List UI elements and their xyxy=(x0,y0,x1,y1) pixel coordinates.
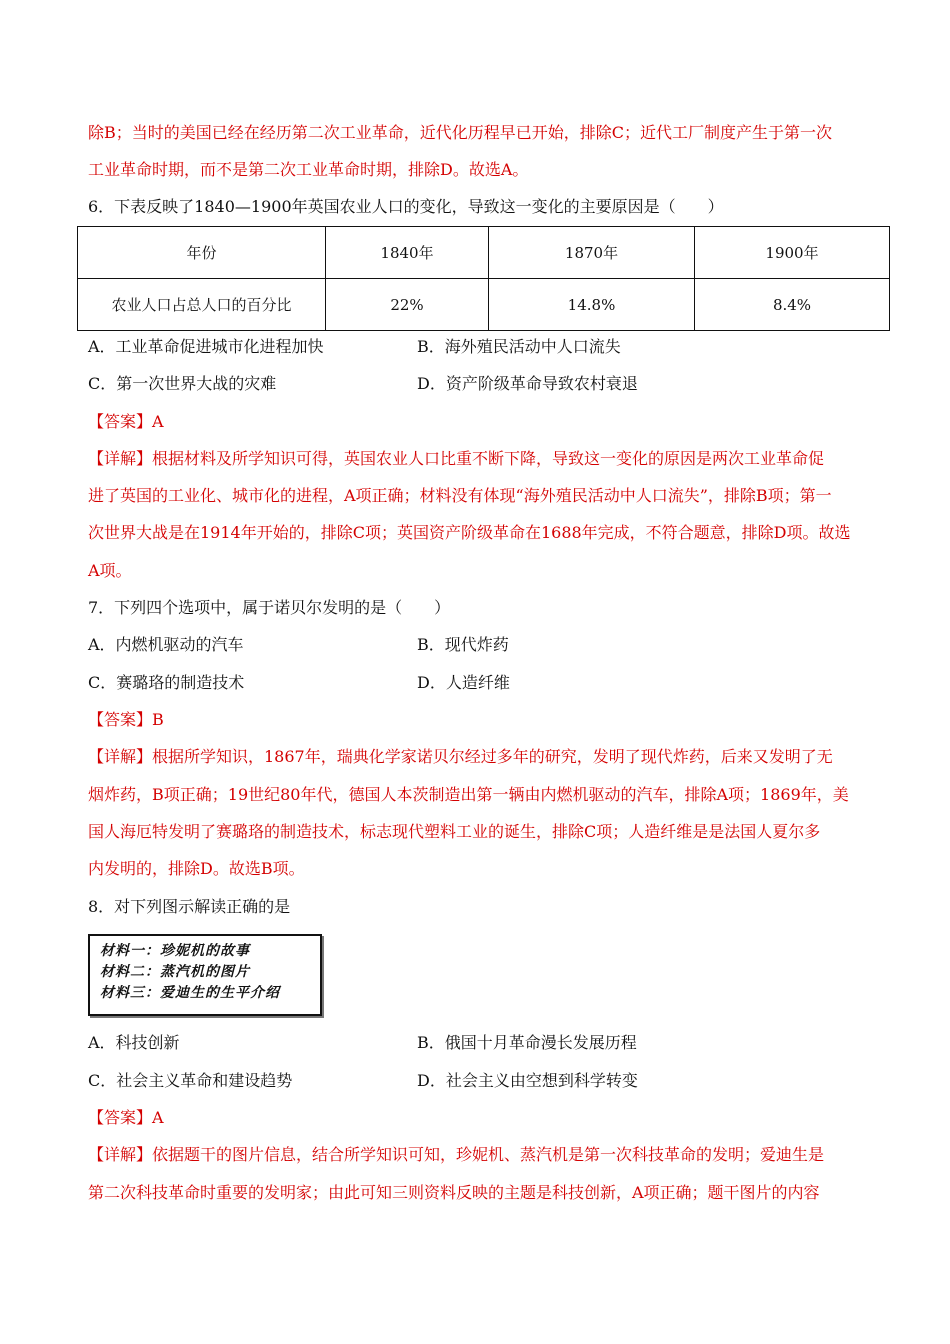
q6-data-table xyxy=(77,226,890,331)
q7-answer: 【答案】B xyxy=(88,710,164,729)
q8-option-d: D．社会主义由空想到科学转变 xyxy=(417,1071,638,1090)
q6-option-a: A．工业革命促进城市化进程加快 xyxy=(88,337,324,356)
q7-option-d: D．人造纤维 xyxy=(417,673,510,692)
q6-stem: 6．下表反映了1840—1900年英国农业人口的变化，导致这一变化的主要原因是（ ） xyxy=(88,197,724,216)
material-2: 材料二：蒸汽机的图片 xyxy=(100,964,250,980)
q8-option-b: B．俄国十月革命漫长发展历程 xyxy=(417,1033,637,1052)
q6-option-c: C．第一次世界大战的灾难 xyxy=(88,374,277,393)
q6-answer: 【答案】A xyxy=(88,412,164,431)
q7-detail-line-4: 内发明的，排除D。故选B项。 xyxy=(88,859,305,878)
table-cell: 8.4% xyxy=(695,279,890,331)
q7-detail-line-1: 【详解】根据所学知识，1867年，瑞典化学家诺贝尔经过多年的研究，发明了现代炸药，后来又发明了无 xyxy=(88,747,833,766)
q6-detail-line-3: 次世界大战是在1914年开始的，排除C项；英国资产阶级革命在1688年完成，不符合题意，排除D项。故选 xyxy=(88,523,851,542)
table-cell: 14.8% xyxy=(489,279,695,331)
material-3: 材料三：爱迪生的生平介绍 xyxy=(100,985,280,1001)
q7-option-a: A．内燃机驱动的汽车 xyxy=(88,635,244,654)
q6-detail-line-4: A项。 xyxy=(88,561,132,580)
q8-option-c: C．社会主义革命和建设趋势 xyxy=(88,1071,293,1090)
q6-detail-line-1: 【详解】根据材料及所学知识可得，英国农业人口比重不断下降，导致这一变化的原因是两次工业革命促 xyxy=(88,449,825,468)
q8-option-a: A．科技创新 xyxy=(88,1033,180,1052)
table-cell: 年份 xyxy=(78,227,326,279)
table-row xyxy=(78,279,890,331)
q7-stem: 7．下列四个选项中，属于诺贝尔发明的是（ ） xyxy=(88,598,451,617)
q8-materials-box xyxy=(88,934,322,1016)
q7-detail-line-3: 国人海厄特发明了赛璐珞的制造技术，标志现代塑料工业的诞生，排除C项；人造纤维是是法国人夏尔多 xyxy=(88,822,821,841)
table-header-row xyxy=(78,227,890,279)
q8-detail-line-1: 【详解】依据题干的图片信息，结合所学知识可知，珍妮机、蒸汽机是第一次科技革命的发明；爱迪生是 xyxy=(88,1145,825,1164)
table-cell: 22% xyxy=(326,279,489,331)
q6-option-d: D．资产阶级革命导致农村衰退 xyxy=(417,374,638,393)
q7-option-c: C．赛璐珞的制造技术 xyxy=(88,673,245,692)
table-cell: 1870年 xyxy=(489,227,695,279)
table-cell: 1840年 xyxy=(326,227,489,279)
q8-detail-line-2: 第二次科技革命时重要的发明家；由此可知三则资料反映的主题是科技创新，A项正确；题干图片的内容 xyxy=(88,1183,820,1202)
table-cell: 农业人口占总人口的百分比 xyxy=(78,279,326,331)
q6-option-b: B．海外殖民活动中人口流失 xyxy=(417,337,621,356)
q7-detail-line-2: 烟炸药，B项正确；19世纪80年代，德国人本茨制造出第一辆由内燃机驱动的汽车，排除A项；1869年，美 xyxy=(88,785,849,804)
prev-detail-line-1: 除B；当时的美国已经在经历第二次工业革命，近代化历程早已开始，排除C；近代工厂制度产生于第一次 xyxy=(88,123,833,142)
material-1: 材料一：珍妮机的故事 xyxy=(100,943,250,959)
q7-option-b: B．现代炸药 xyxy=(417,635,509,654)
q6-detail-line-2: 进了英国的工业化、城市化的进程，A项正确；材料没有体现“海外殖民活动中人口流失”，排除B项；第一 xyxy=(88,486,832,505)
q8-stem: 8．对下列图示解读正确的是 xyxy=(88,897,291,916)
prev-detail-line-2: 工业革命时期，而不是第二次工业革命时期，排除D。故选A。 xyxy=(88,160,529,179)
table-cell: 1900年 xyxy=(695,227,890,279)
q8-answer: 【答案】A xyxy=(88,1108,164,1127)
